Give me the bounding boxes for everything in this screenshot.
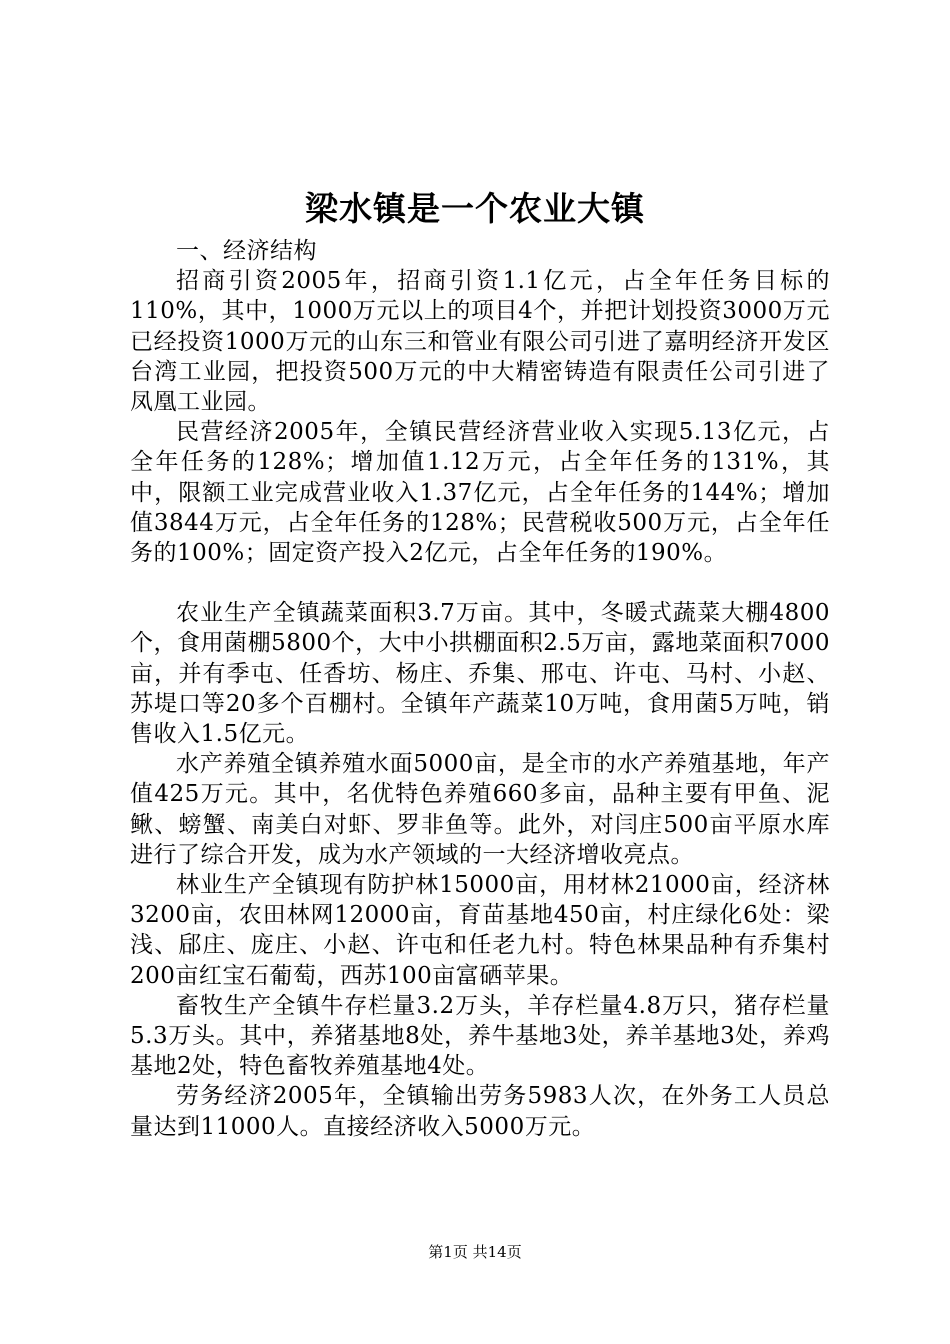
paragraph-investment: 招商引资2005年，招商引资1.1亿元，占全年任务目标的110%，其中，1000万元以上的项目4个，并把计划投资3000万元已经投资1000万元的山东三和管业有限公司引进了嘉明经济开发区台湾工业园，把投资500万元的中大精密铸造有限责任公司引进了凤凰工业园。 <box>130 268 830 416</box>
document-title: 梁水镇是一个农业大镇 <box>305 189 645 228</box>
paragraph-livestock: 畜牧生产全镇牛存栏量3.2万头，羊存栏量4.8万只，猪存栏量5.3万头。其中，养猪基地8处，养牛基地3处，养羊基地3处，养鸡基地2处，特色畜牧养殖基地4处。 <box>130 992 830 1080</box>
paragraph-forestry: 林业生产全镇现有防护林15000亩，用材林21000亩，经济林3200亩，农田林网12000亩，育苗基地450亩，村庄绿化6处：梁浅、郈庄、庞庄、小赵、许屯和任老九村。特色林果品种有乔集村200亩红宝石葡萄，西苏100亩富硒苹果。 <box>130 872 830 989</box>
paragraph-private-economy: 民营经济2005年，全镇民营经济营业收入实现5.13亿元，占全年任务的128%；增加值1.12万元，占全年任务的131%，其中，限额工业完成营业收入1.37亿元，占全年任务的144%；增加值3844万元，占全年任务的128%；民营税收500万元，占全年任务的100%；固定资产投入2亿元，占全年任务的190%。 <box>130 419 830 567</box>
paragraph-labor-economy: 劳务经济2005年，全镇输出劳务5983人次，在外务工人员总量达到11000人。直接经济收入5000万元。 <box>130 1083 830 1140</box>
section-heading: 一、经济结构 <box>176 238 317 264</box>
document-body <box>130 236 830 1142</box>
paragraph-agriculture: 农业生产全镇蔬菜面积3.7万亩。其中，冬暖式蔬菜大棚4800个，食用菌棚5800个，大中小拱棚面积2.5万亩，露地菜面积7000亩，并有季屯、任香坊、杨庄、乔集、邢屯、许屯、马村、小赵、苏堤口等20多个百棚村。全镇年产蔬菜10万吨，食用菌5万吨，销售收入1.5亿元。 <box>130 600 830 748</box>
paragraph-aquaculture: 水产养殖全镇养殖水面5000亩，是全市的水产养殖基地，年产值425万元。其中，名优特色养殖660多亩，品种主要有甲鱼、泥鳅、螃蟹、南美白对虾、罗非鱼等。此外，对闫庄500亩平原水库进行了综合开发，成为水产领域的一大经济增收亮点。 <box>130 751 830 868</box>
page-number: 第1页 共14页 <box>428 1243 522 1261</box>
